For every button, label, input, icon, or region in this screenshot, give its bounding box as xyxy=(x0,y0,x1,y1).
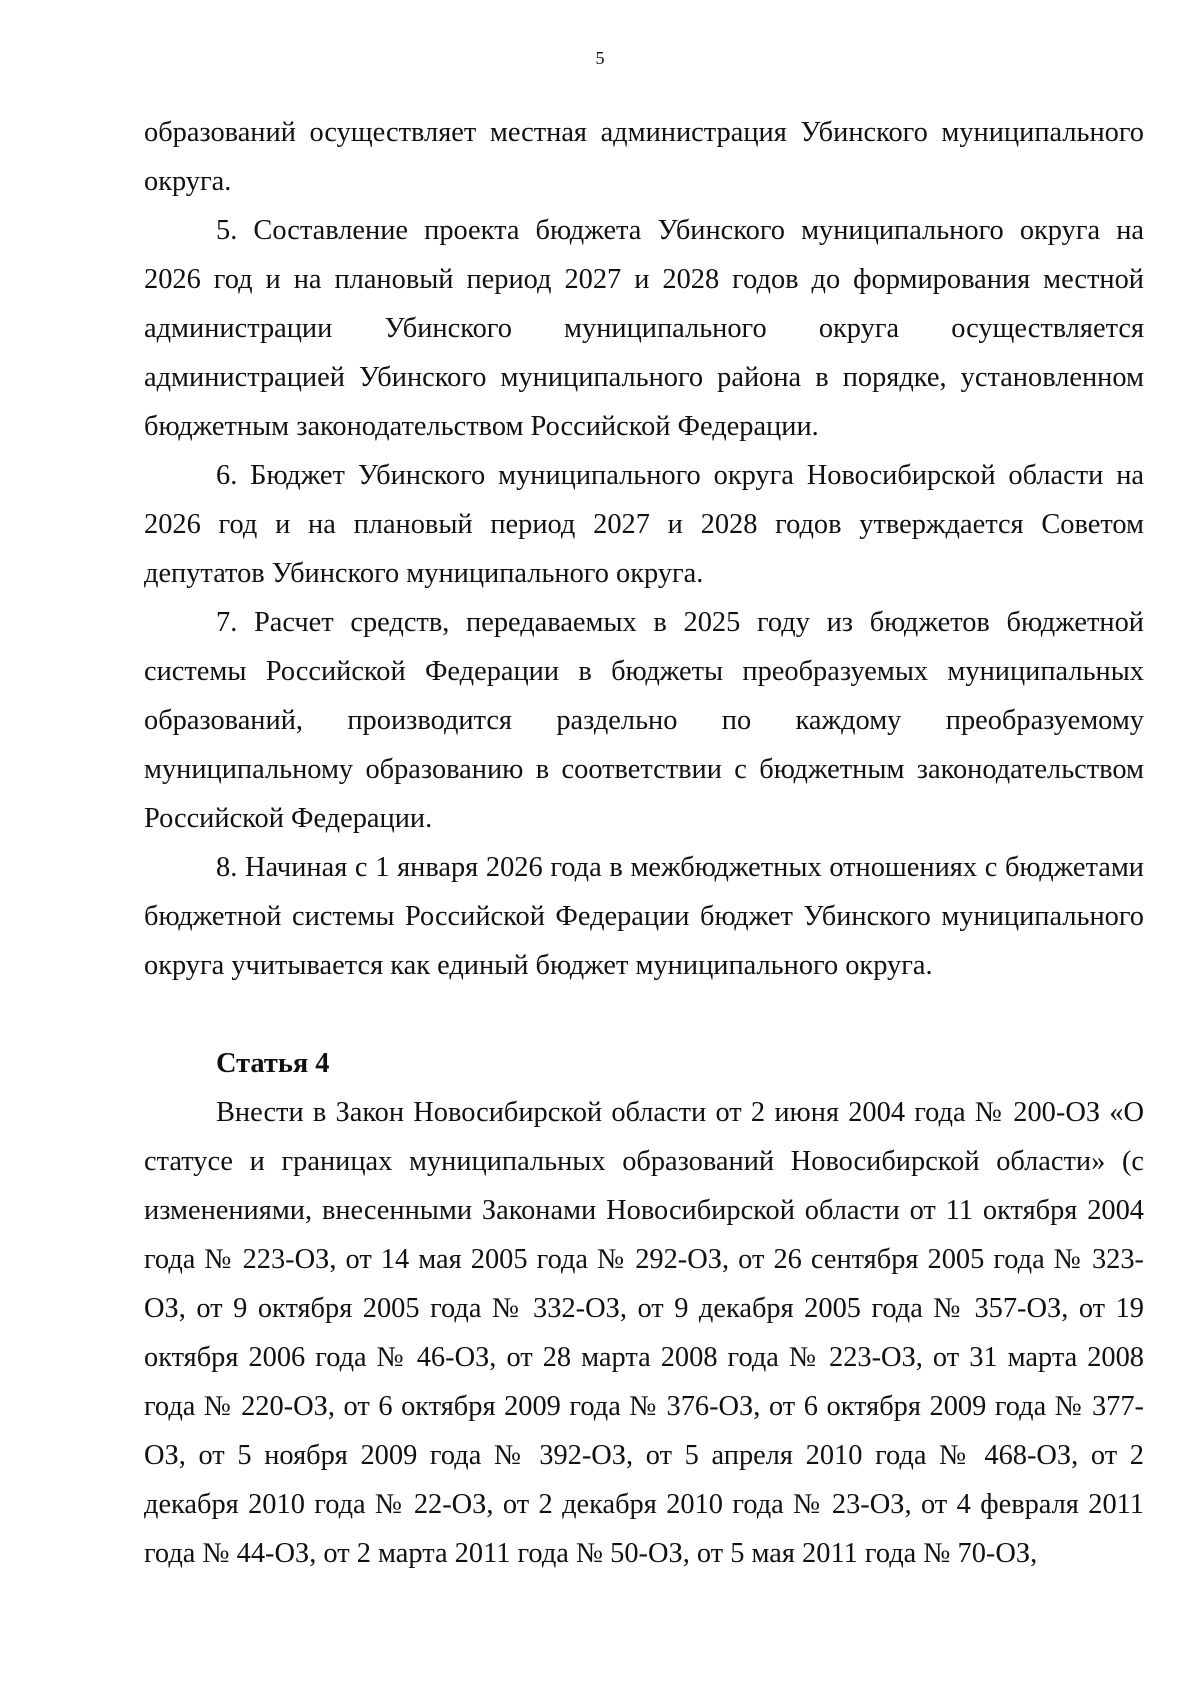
paragraph-item-7: 7. Расчет средств, передаваемых в 2025 году из бюджетов бюджетной системы Российской Федерации в бюджеты преобразуемых муниципальных образований, производится раздельно по каждому преобразуемому муниципальному образованию в соответствии с бюджетным законодательством Российской Федерации. xyxy=(144,607,1144,834)
paragraph-continuation: образований осуществляет местная администрация Убинского муниципального округа. xyxy=(144,117,1144,197)
document-body xyxy=(144,108,1144,1578)
article-heading: Статья 4 xyxy=(216,1048,330,1079)
paragraph-item-6: 6. Бюджет Убинского муниципального округа Новосибирской области на 2026 год и на плановый период 2027 и 2028 годов утверждается Советом депутатов Убинского муниципального округа. xyxy=(144,460,1144,589)
paragraph-item-8: 8. Начиная с 1 января 2026 года в межбюджетных отношениях с бюджетами бюджетной системы Российской Федерации бюджет Убинского муниципального округа учитывается как единый бюджет муниципального округа. xyxy=(144,852,1144,981)
article-paragraph: Внести в Закон Новосибирской области от 2 июня 2004 года № 200-ОЗ «О статусе и границах муниципальных образований Новосибирской области» (с изменениями, внесенными Законами Новосибирской области от 11 октября 2004 года № 223-ОЗ, от 14 мая 2005 года № 292-ОЗ, от 26 сентября 2005 года № 323-ОЗ, от 9 октября 2005 года № 332-ОЗ, от 9 декабря 2005 года № 357-ОЗ, от 19 октября 2006 года № 46-ОЗ, от 28 марта 2008 года № 223-ОЗ, от 31 марта 2008 года № 220-ОЗ, от 6 октября 2009 года № 376-ОЗ, от 6 октября 2009 года № 377-ОЗ, от 5 ноября 2009 года № 392-ОЗ, от 5 апреля 2010 года № 468-ОЗ, от 2 декабря 2010 года № 22-ОЗ, от 2 декабря 2010 года № 23-ОЗ, от 4 февраля 2011 года № 44-ОЗ, от 2 марта 2011 года № 50-ОЗ, от 5 мая 2011 года № 70-ОЗ, xyxy=(144,1097,1144,1569)
paragraph-item-5: 5. Составление проекта бюджета Убинского муниципального округа на 2026 год и на плановый период 2027 и 2028 годов до формирования местной администрации Убинского муниципального округа осуществляется администрацией Убинского муниципального района в порядке, установленном бюджетным законодательством Российской Федерации. xyxy=(144,215,1144,442)
page-number: 5 xyxy=(595,48,605,68)
